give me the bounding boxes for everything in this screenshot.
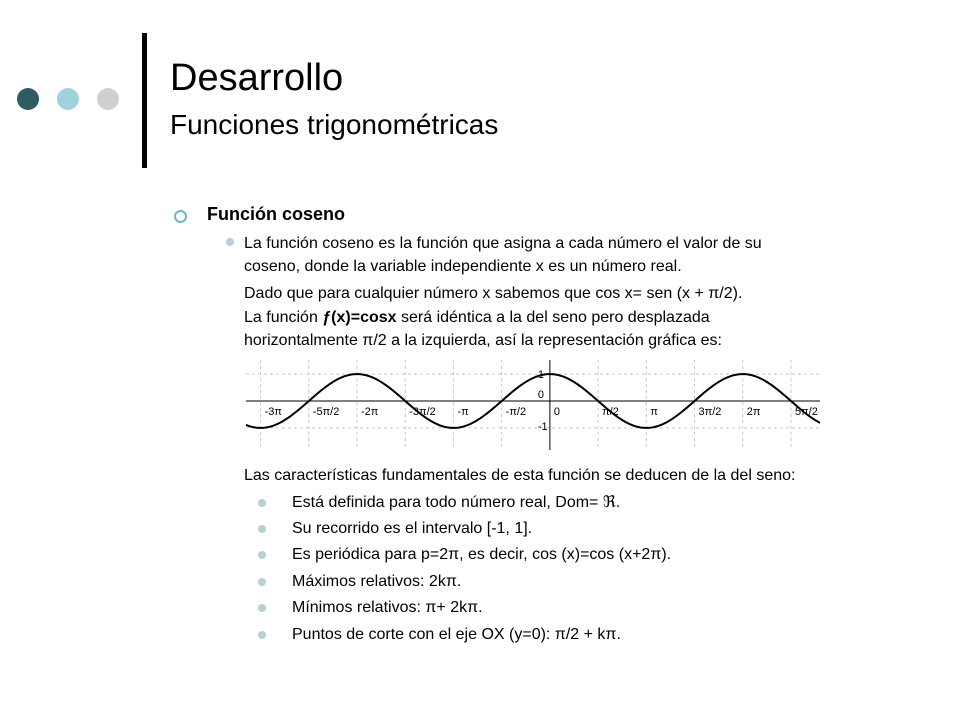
- list-item: Máximos relativos: 2kπ.: [292, 573, 462, 590]
- page-subtitle: Funciones trigonométricas: [170, 109, 499, 140]
- page-title: Desarrollo: [170, 57, 344, 99]
- paragraph-4: Las características fundamentales de esta función se deducen de la del seno:: [244, 467, 796, 484]
- x-tick-label: -π: [457, 406, 469, 418]
- list-item: Su recorrido es el intervalo [-1, 1].: [292, 520, 533, 537]
- paragraph-3-line-1: [244, 306, 710, 329]
- list-item: Puntos de corte con el eje OX (y=0): π/2 + kπ.: [292, 626, 621, 643]
- x-tick-label: 0: [553, 406, 561, 418]
- decor-dot-dark: [17, 88, 39, 110]
- x-tick-label: -5π/2: [312, 406, 340, 418]
- x-tick-label: -3π/2: [409, 406, 436, 418]
- x-tick-label: 5π/2: [794, 406, 818, 418]
- y-tick-label: -1: [537, 420, 548, 433]
- y-tick-label: 0: [537, 389, 545, 401]
- x-tick-label: -3π: [264, 406, 282, 418]
- decor-dot-light: [57, 88, 79, 110]
- y-tick-label: 1: [537, 369, 545, 382]
- x-tick-label: 2π: [746, 406, 761, 418]
- list-bullet: [258, 499, 266, 507]
- x-tick-label: -2π: [361, 406, 379, 418]
- paragraph-2: Dado que para cualquier número x sabemos que cos x= sen (x + π/2).: [244, 285, 743, 302]
- section-bullet-ring: [174, 210, 187, 223]
- x-tick-label: 3π/2: [698, 406, 722, 418]
- decor-dot-gray: [97, 88, 119, 110]
- paragraph-3-post: será idéntica a la del seno pero desplazada: [396, 309, 710, 326]
- paragraph-1-line-1: La función coseno es la función que asigna a cada número el valor de su: [244, 235, 762, 252]
- list-bullet: [258, 578, 266, 586]
- list-bullet: [258, 551, 266, 559]
- section-heading: Función coseno: [207, 204, 346, 224]
- paragraph-1-line-2: coseno, donde la variable independiente x es un número real.: [244, 258, 682, 275]
- paragraph-3-pre: La función: [244, 309, 323, 326]
- x-tick-label: -π/2: [505, 406, 527, 418]
- paragraph-bullet: [226, 238, 234, 246]
- x-tick-label: π: [650, 406, 658, 418]
- list-bullet: [258, 525, 266, 533]
- paragraph-3-line-2: horizontalmente π/2 a la izquierda, así la representación gráfica es:: [244, 332, 722, 349]
- header-divider: [142, 33, 147, 168]
- cosine-chart: [246, 360, 820, 450]
- list-item: Es periódica para p=2π, es decir, cos (x)=cos (x+2π).: [292, 546, 672, 563]
- list-bullet: [258, 604, 266, 612]
- function-formula: ƒ(x)=cosx: [322, 309, 397, 326]
- list-item: Está definida para todo número real, Dom= ℜ.: [292, 494, 621, 511]
- list-bullet: [258, 631, 266, 639]
- list-item: Mínimos relativos: π+ 2kπ.: [292, 599, 483, 616]
- x-tick-label: π/2: [602, 406, 619, 418]
